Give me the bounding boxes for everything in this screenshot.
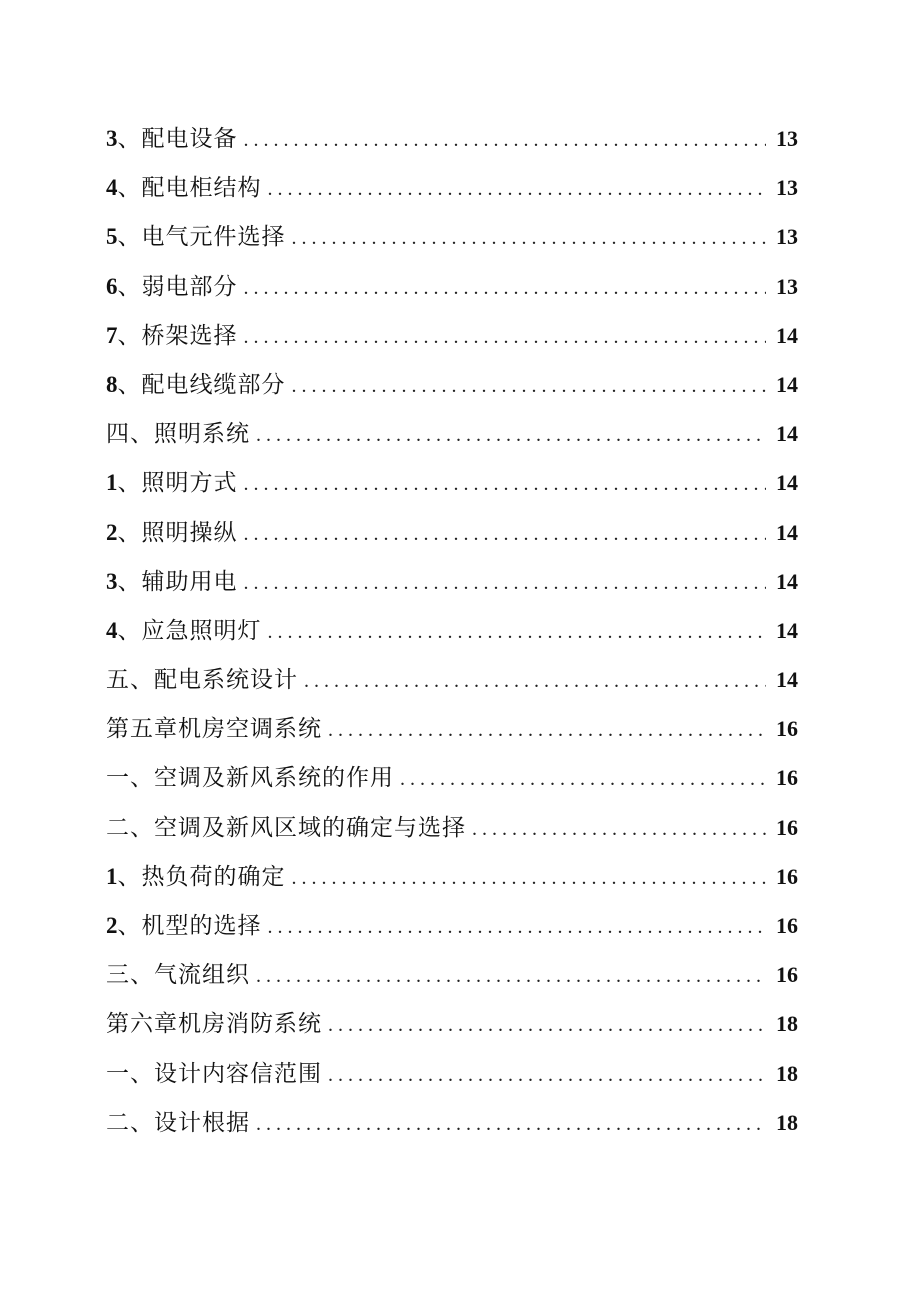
toc-dot-leader (292, 214, 767, 263)
toc-page-number: 13 (776, 126, 798, 151)
toc-entry-text: 二、设计根据 (106, 1109, 250, 1136)
toc-entry-title (106, 656, 298, 705)
toc-entry-number: 3 (106, 126, 118, 151)
toc-entry-title (118, 263, 238, 312)
toc-dot-leader (472, 805, 766, 854)
toc-entry-separator: 、 (117, 863, 142, 890)
toc-entry-separator: 、 (117, 913, 142, 939)
toc-dot-leader (244, 313, 767, 362)
toc-entry[interactable] (106, 655, 798, 704)
toc-entry-title (118, 361, 286, 410)
toc-entry[interactable] (106, 409, 798, 458)
toc-dot-leader (244, 264, 767, 313)
toc-page-number: 13 (776, 175, 798, 201)
toc-dot-leader (256, 952, 766, 1001)
toc-entry-separator: 、 (117, 617, 142, 644)
toc-dot-leader (256, 1100, 766, 1149)
toc-entry-number: 1 (106, 470, 118, 496)
toc-page-number: 13 (776, 224, 798, 250)
toc-entry-title (118, 312, 238, 361)
toc-entry[interactable] (106, 753, 798, 802)
toc-entry[interactable] (106, 212, 798, 261)
toc-page-number: 14 (776, 470, 798, 496)
toc-page-number: 14 (776, 519, 798, 545)
toc-entry-number: 2 (106, 913, 118, 938)
toc-entry-number: 2 (106, 519, 118, 545)
toc-entry-title (118, 509, 238, 558)
toc-entry-text: 第六章机房消防系统 (106, 1011, 322, 1038)
toc-page-number: 14 (776, 667, 798, 693)
toc-entry-text: 三、气流组织 (106, 962, 250, 989)
toc-dot-leader (400, 755, 766, 804)
toc-dot-leader (292, 854, 767, 903)
toc-page-number: 16 (776, 962, 798, 988)
toc-entry[interactable] (106, 508, 798, 557)
toc-entry-title (118, 607, 262, 656)
toc-entry-text: 照明方式 (141, 470, 238, 497)
toc-entry[interactable] (106, 999, 798, 1048)
toc-dot-leader (244, 460, 767, 509)
toc-entry-separator: 、 (117, 273, 142, 300)
toc-entry-title (106, 804, 466, 853)
toc-entry[interactable] (106, 360, 798, 409)
toc-entry[interactable] (106, 803, 798, 852)
toc-page-number: 14 (776, 617, 798, 643)
toc-entry-text: 四、照明系统 (106, 421, 250, 448)
toc-page-number: 16 (776, 716, 798, 742)
toc-entry-number: 6 (106, 273, 118, 299)
toc-entry-text: 热负荷的确定 (141, 863, 286, 890)
toc-entry-title (106, 951, 250, 1000)
toc-entry-separator: 、 (117, 126, 142, 152)
toc-entry-title (106, 1050, 322, 1099)
toc-entry-number: 1 (106, 863, 118, 889)
toc-entry-number: 5 (106, 224, 118, 250)
toc-entry-text: 一、设计内容信范围 (106, 1060, 322, 1087)
toc-entry-text: 配电设备 (141, 126, 238, 152)
toc-page-number: 14 (776, 322, 798, 348)
toc-entry-text: 弱电部分 (141, 273, 238, 300)
toc-entry-text: 辅助用电 (141, 568, 238, 595)
toc-entry-text: 应急照明灯 (141, 617, 262, 644)
toc-page-number: 14 (776, 421, 798, 447)
toc-dot-leader (244, 559, 767, 608)
toc-entry[interactable] (106, 901, 798, 950)
toc-entry[interactable] (106, 163, 798, 212)
toc-dot-leader (304, 657, 766, 706)
toc-dot-leader (256, 411, 766, 460)
toc-page-number: 18 (776, 1060, 798, 1086)
toc-entry-separator: 、 (117, 568, 142, 595)
toc-entry[interactable] (106, 1049, 798, 1098)
toc-entry-title (118, 558, 238, 607)
toc-page-number: 16 (776, 913, 798, 938)
toc-page-number: 13 (776, 273, 798, 299)
toc-entry[interactable] (106, 606, 798, 655)
toc-entry-separator: 、 (117, 519, 142, 546)
toc-page-number: 16 (776, 814, 798, 840)
toc-entry-separator: 、 (117, 175, 142, 202)
toc-entry[interactable] (106, 262, 798, 311)
toc-entry-text: 照明操纵 (141, 519, 238, 546)
toc-entry-title (118, 213, 286, 262)
toc-entry[interactable] (106, 1098, 798, 1147)
toc-entry-title (118, 459, 238, 508)
toc-entry-title (118, 902, 262, 951)
toc-entry-text: 配电线缆部分 (141, 371, 286, 398)
toc-entry[interactable] (106, 704, 798, 753)
toc-entry-title (106, 705, 322, 754)
toc-entry-number: 8 (106, 371, 118, 397)
toc-entry[interactable] (106, 950, 798, 999)
toc-dot-leader (328, 1001, 766, 1050)
toc-dot-leader (268, 165, 767, 214)
toc-entry-text: 电气元件选择 (141, 224, 286, 251)
toc-entry[interactable] (106, 114, 798, 163)
toc-entry-text: 一、空调及新风系统的作用 (106, 765, 394, 792)
toc-page-number: 16 (776, 765, 798, 791)
toc-entry-number: 7 (106, 322, 118, 348)
toc-entry-title (118, 115, 238, 164)
toc-dot-leader (268, 903, 767, 952)
toc-entry[interactable] (106, 852, 798, 901)
toc-entry-number: 4 (106, 617, 118, 643)
toc-dot-leader (244, 116, 767, 165)
toc-entry-title (106, 754, 394, 803)
toc-entry-text: 二、空调及新风区域的确定与选择 (106, 814, 466, 841)
toc-entry-text: 机型的选择 (141, 913, 262, 939)
toc-entry[interactable] (106, 458, 798, 507)
toc-dot-leader (268, 608, 767, 657)
toc-entry-text: 桥架选择 (141, 322, 238, 349)
toc-entry-title (106, 410, 250, 459)
toc-entry[interactable] (106, 557, 798, 606)
toc-entry-text: 配电柜结构 (141, 175, 262, 202)
toc-page-number: 14 (776, 568, 798, 594)
toc-entry-title (118, 853, 286, 902)
toc-entry-separator: 、 (117, 470, 142, 497)
toc-page-number: 16 (776, 863, 798, 889)
toc-entry-title (118, 164, 262, 213)
toc-entry-title (106, 1099, 250, 1148)
table-of-contents (106, 114, 798, 1147)
toc-page-number: 18 (776, 1011, 798, 1037)
toc-entry-number: 3 (106, 568, 118, 594)
toc-dot-leader (328, 1051, 766, 1100)
toc-entry[interactable] (106, 311, 798, 360)
toc-entry-text: 五、配电系统设计 (106, 667, 298, 694)
toc-dot-leader (292, 362, 767, 411)
toc-page-number: 14 (776, 371, 798, 397)
toc-page-number: 18 (776, 1109, 798, 1135)
toc-entry-separator: 、 (117, 371, 142, 398)
toc-entry-number: 4 (106, 175, 118, 201)
toc-entry-title (106, 1000, 322, 1049)
toc-entry-separator: 、 (117, 322, 142, 349)
toc-entry-text: 第五章机房空调系统 (106, 716, 322, 743)
toc-entry-separator: 、 (117, 224, 142, 251)
toc-dot-leader (328, 706, 766, 755)
toc-dot-leader (244, 510, 767, 559)
